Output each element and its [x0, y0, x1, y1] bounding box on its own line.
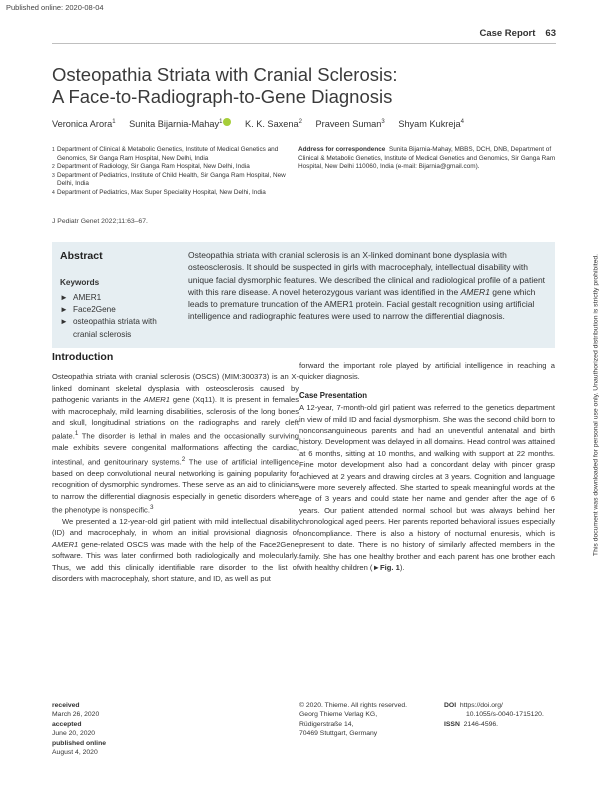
- arrow-icon: ►: [60, 305, 68, 315]
- author: Shyam Kukreja$^4$: [398, 118, 464, 129]
- page-number: 63: [545, 28, 556, 39]
- affiliation: 3 Department of Pediatrics, Institute of Child Health, Sir Ganga Ram Hospital, New Delhi, India: [52, 171, 286, 188]
- reference-mark[interactable]: 2: [181, 455, 186, 463]
- author: Sunita Bijarnia-Mahay$^1$: [129, 119, 231, 129]
- case-presentation-heading: Case Presentation: [299, 390, 368, 400]
- author: K. K. Saxena$^2$: [244, 118, 302, 129]
- keywords-heading: Keywords: [60, 278, 100, 287]
- citation: J Pediatr Genet 2022;11:63–67.: [52, 218, 148, 225]
- correspondence-label: Address for correspondence: [298, 146, 386, 153]
- arrow-icon: ►: [60, 317, 68, 327]
- arrow-icon: ►: [60, 293, 68, 302]
- paragraph: A 12-year, 7-month-old girl patient was referred to the genetics department in view of mild ID and facial dysmorphism. She was the second child born to nonconsanguineous parents and had an uneventful antenatal and birth history. Development was delayed in all domains. Head control was attained at 6 months, sitting at 10 months, and walking with support at 22 months. Fine motor development also had a concordant delay with pincer grasp achieved at 2 years and drawing circles at 3 years. Cognition and language were more severely affected. She started to speak meaningful words at the age of 3 years and could state her name and gender after the age of 6 years. Our patient attended normal school but was always behind her chronological aged peers. Her parents reported behavioral issues especially noncompliance. There is also a history of nocturnal enuresis, which is present to date. There is no history of similarly affected members in the family. She has one healthy brother and each parent has one brother each with healthy children (►Fig. 1).: [299, 403, 555, 572]
- affiliation: 4 Department of Pediatrics, Max Super Speciality Hospital, New Delhi, India: [52, 188, 266, 196]
- title-line-1: Osteopathia Striata with Cranial Sclerosis:: [52, 64, 398, 85]
- keyword-item[interactable]: ► AMER1: [60, 292, 181, 304]
- copyright-side-note: This document was downloaded for personal use only. Unauthorized distribution is strictly prohibited.: [592, 253, 600, 557]
- keyword-list: [60, 292, 181, 341]
- paragraph: forward the important role played by artificial intelligence in reaching a quicker diagnosis.: [299, 361, 555, 382]
- paragraph: We presented a 12-year-old girl patient with mild intellectual disability (ID) and macrocephaly, in whom an initial provisional diagnosis of AMER1 gene-related OSCS was made with the help of the Face2Gene software. This was later confirmed both radiologically and molecularly. Thus, we add this clinically identifiable rare disorder to the list of disorders with macrocephaly, short stature, and ID, as well as put: [52, 516, 299, 583]
- correspondence: [298, 146, 560, 172]
- correspondence-text: Sunita Bijarnia-Mahay, MBBS, DCH, DNB, Department of Clinical & Metabolic Genetics, Institute of Medical Genetics and Genomics, Sir Ganga Ram Hospital, New Delhi 110060, India (e-mail: Bijarnia@gmail.com).: [298, 146, 556, 171]
- running-header: [479, 28, 556, 39]
- section-label: Case Report: [479, 28, 536, 39]
- figure-reference-link[interactable]: ►Fig. 1: [372, 562, 400, 572]
- abstract-text: Osteopathia striata with cranial sclerosis is an X-linked dominant bone dysplasia with osteosclerosis. It should be suspected in girls with macrocephaly, intellectual disability with unique facial dysmorphic features. We described the clinical and radiological profile of a patient with this rare disease. A novel heterozygous variant was identified in the AMER1 gene which leads to premature truncation of the AMER1 protein. Facial gestalt recognition using artificial intelligence and radiographic features were used to narrow the differential diagnosis.: [188, 250, 546, 322]
- reference-mark[interactable]: 1: [74, 430, 79, 438]
- abstract-box: [52, 242, 555, 348]
- affiliation: 1 Department of Clinical & Metabolic Genetics, Institute of Medical Genetics and Genomics, Sir Ganga Ram Hospital, New Delhi, India: [52, 146, 279, 162]
- article-title: [52, 64, 532, 108]
- keyword-item[interactable]: ► Face2Gene: [60, 304, 181, 316]
- publisher-info: © 2020. Thieme. All rights reserved. Georg Thieme Verlag KG, Rüdigerstraße 14, 70469 Stuttgart, Germany: [299, 702, 408, 738]
- affiliation: 2 Department of Radiology, Sir Ganga Ram Hospital, New Delhi, India: [52, 163, 250, 171]
- keyword-item[interactable]: ► osteopathia striata with cranial sclerosis: [60, 316, 181, 340]
- orcid-icon[interactable]: [223, 118, 231, 126]
- reference-mark[interactable]: 3: [149, 503, 154, 511]
- header-rule: [52, 43, 556, 44]
- right-column: [299, 360, 555, 573]
- doi-info: DOI https://doi.org/ 10.1055/s-0040-1715120. ISSN 2146-4596.: [444, 702, 544, 728]
- doi-link[interactable]: https://doi.org/: [459, 702, 503, 709]
- published-online-header: Published online: 2020-08-04: [6, 3, 104, 12]
- author: Praveen Suman$^3$: [315, 118, 385, 129]
- author: Veronica Arora$^1$: [52, 118, 116, 129]
- left-column: [52, 352, 299, 584]
- affiliations: [52, 146, 292, 198]
- article-dates: received March 26, 2020 accepted June 20, 2020 published online August 4, 2020: [52, 702, 106, 757]
- author-list: [52, 118, 552, 129]
- paragraph: Osteopathia striata with cranial sclerosis (OSCS) (MIM:300373) is an X-linked dominant skeletal dysplasia with osteosclerosis caused by pathogenic variants in the AMER1 gene (Xq11). It is present in females with macrocephaly, mild learning disabilities, sclerosis of the long bones and skull, longitudinal striations on the radiographs and rarely cleft palate.$^1$ The disorder is lethal in males and the occasionally surviving male exhibits severe congenital malformations affecting the cardiac, intestinal, and genitourinary systems.$^2$ The use of artificial intelligence based on deep convolutional neural networking is gaining popularity for recognition of dysmorphic syndromes. These serve as an aid to clinicians to narrow the differential diagnosis especially in genetic disorders where the phenotype is nonspecific.$^3$: [52, 372, 300, 515]
- introduction-heading: Introduction: [52, 351, 114, 363]
- abstract-heading: Abstract: [60, 250, 103, 262]
- title-line-2: A Face-to-Radiograph-to-Gene Diagnosis: [52, 86, 393, 107]
